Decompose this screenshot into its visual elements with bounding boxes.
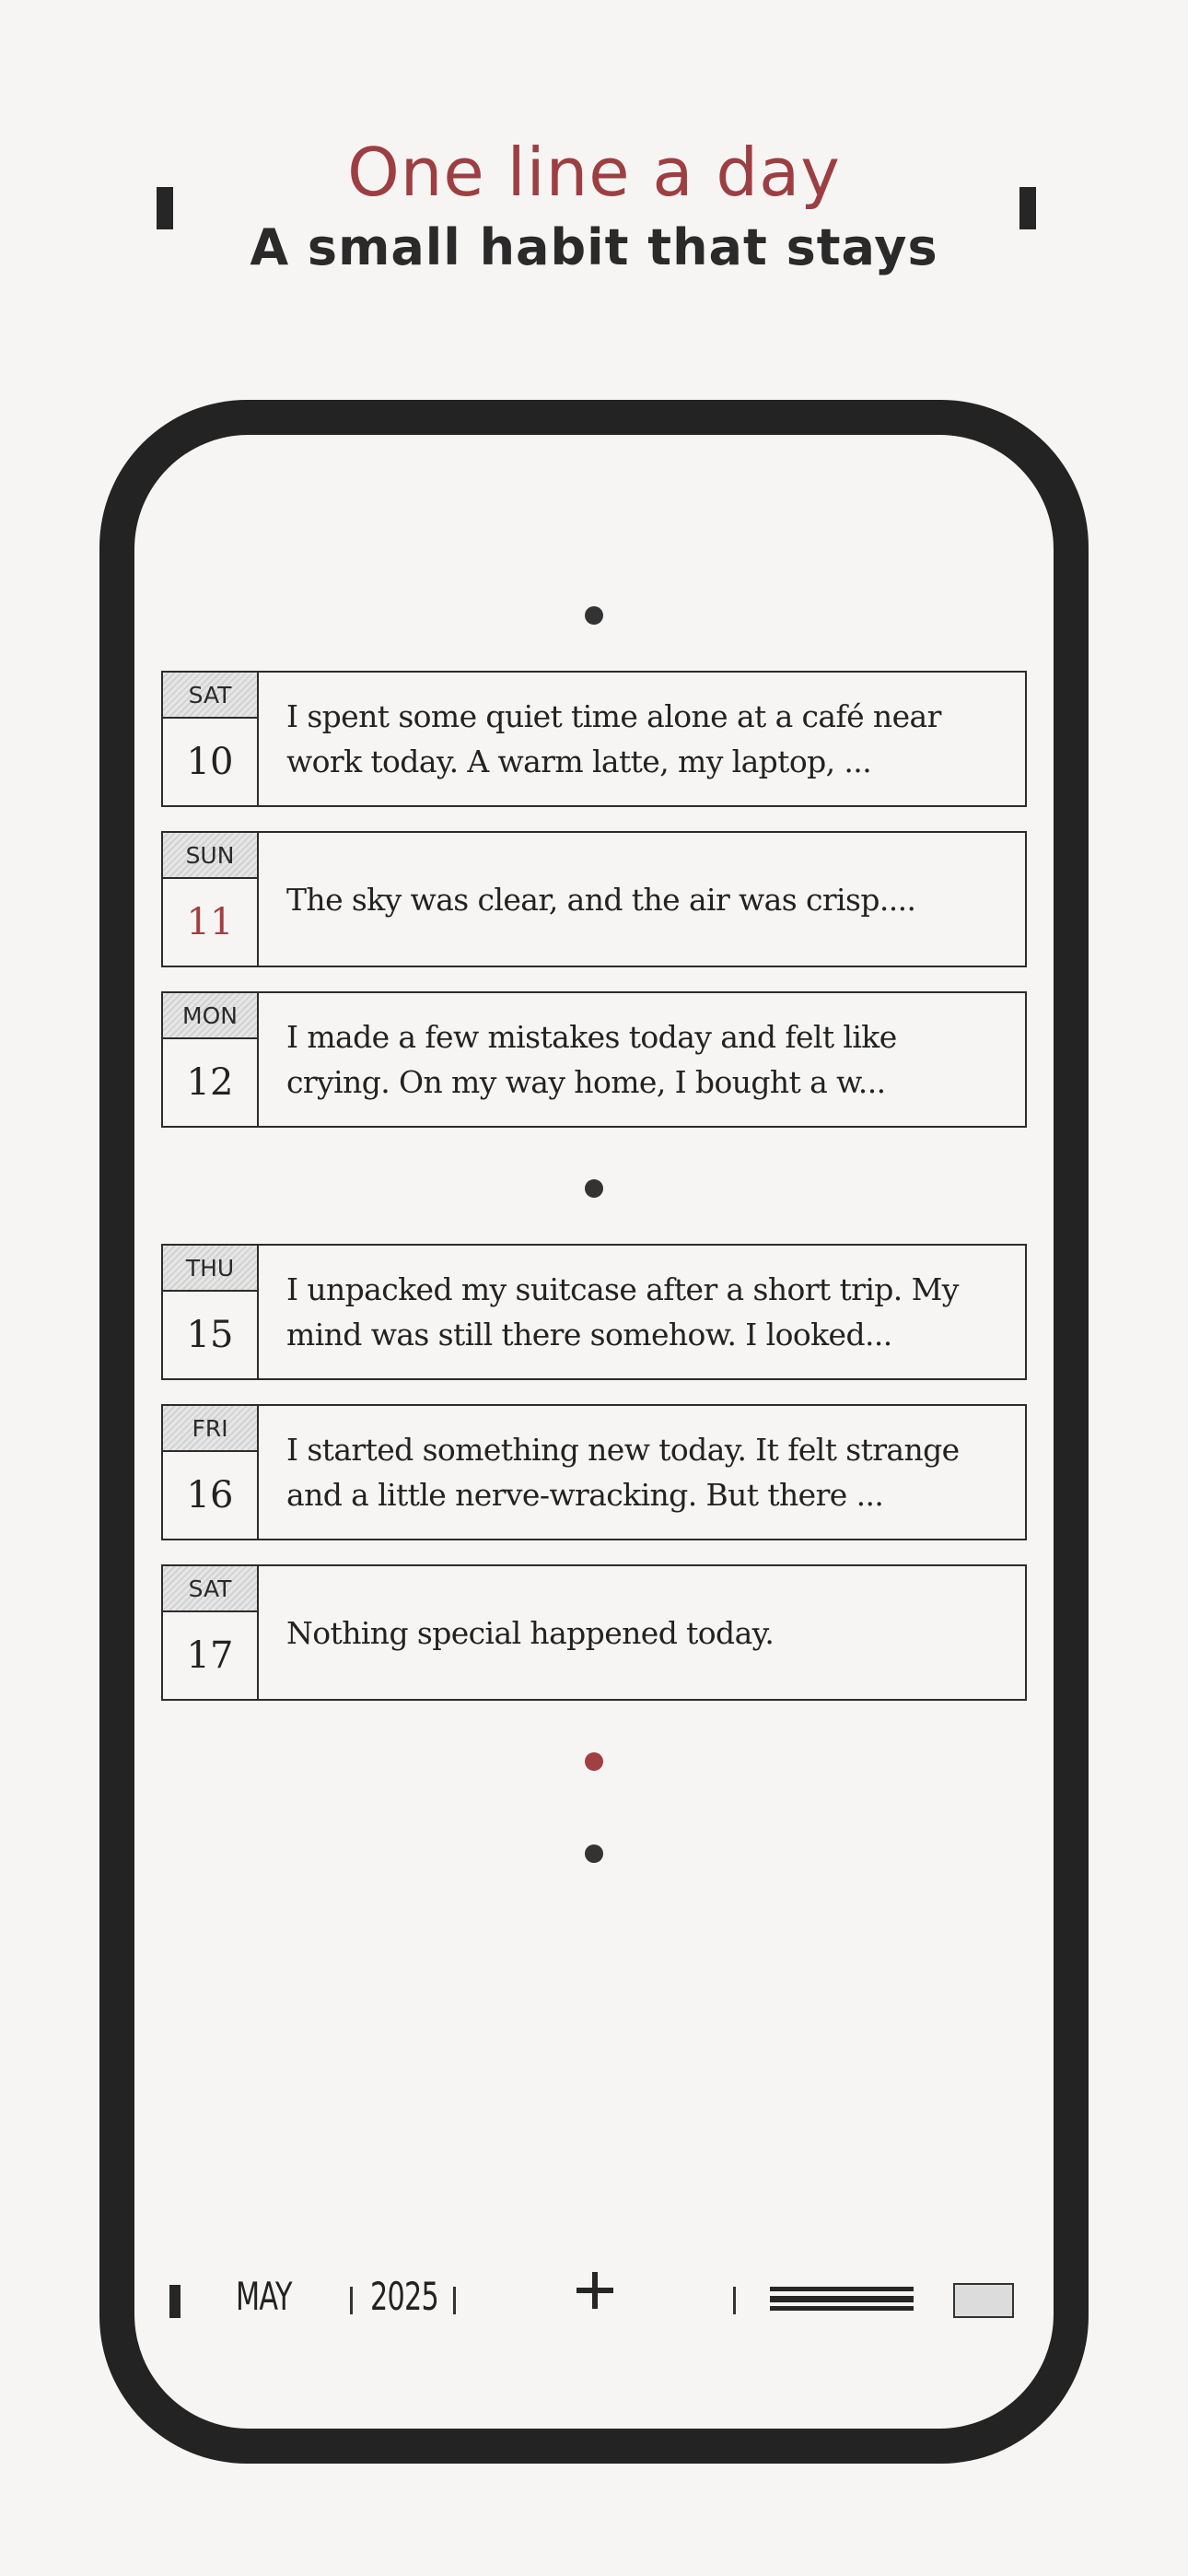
entry-date (163, 993, 259, 1126)
entry-date (163, 1566, 259, 1699)
entry-date (163, 1406, 259, 1539)
week-divider-dot (585, 1179, 603, 1198)
entry-row[interactable] (161, 831, 1027, 967)
entry-date (163, 673, 259, 805)
year-selector[interactable]: 2025 (370, 2274, 439, 2319)
entry-row[interactable] (161, 1244, 1027, 1380)
week-divider-dot (585, 606, 603, 625)
entry-weekday: SAT (163, 1566, 257, 1612)
entry-text: I spent some quiet time alone at a café near work today. A warm latte, my laptop, ... (286, 698, 941, 779)
entry-weekday: SUN (163, 833, 257, 879)
list-view-icon[interactable] (770, 2285, 914, 2313)
entry-date (163, 833, 259, 966)
phone-screen (134, 435, 1054, 2429)
entry-day: 10 (186, 741, 234, 783)
week-divider-dot (585, 1844, 603, 1863)
entry-row[interactable] (161, 1404, 1027, 1540)
entry-weekday: THU (163, 1246, 257, 1292)
entry-date (163, 1246, 259, 1378)
month-selector[interactable]: MAY (236, 2274, 292, 2319)
entry-day: 16 (186, 1474, 234, 1516)
toolbar-separator (453, 2287, 456, 2314)
entry-day: 15 (186, 1314, 234, 1356)
entry-row[interactable] (161, 1564, 1027, 1701)
entry-text: Nothing special happened today. (286, 1614, 775, 1651)
entry-text: I unpacked my suitcase after a short trip. My mind was still there somehow. I looked... (286, 1271, 959, 1352)
entry-weekday: SAT (163, 673, 257, 719)
entry-row[interactable] (161, 991, 1027, 1128)
card-view-icon[interactable] (953, 2283, 1014, 2318)
entry-text: I made a few mistakes today and felt like crying. On my way home, I bought a w... (286, 1019, 897, 1100)
entry-text: I started something new today. It felt strange and a little nerve-wracking. But there ... (286, 1432, 960, 1513)
entry-day: 11 (186, 901, 234, 943)
entry-weekday: MON (163, 993, 257, 1039)
plus-icon[interactable] (573, 2268, 617, 2313)
toolbar-separator (733, 2287, 736, 2314)
entry-day: 17 (186, 1634, 234, 1677)
page-title: One line a day (347, 134, 841, 211)
today-dot (585, 1752, 603, 1771)
phone-frame (99, 400, 1089, 2464)
page-subtitle: A small habit that stays (250, 218, 938, 276)
entry-row[interactable] (161, 671, 1027, 807)
toolbar-separator (350, 2287, 353, 2314)
entry-weekday: FRI (163, 1406, 257, 1452)
entry-day: 12 (186, 1061, 234, 1104)
toolbar-left-mark (169, 2285, 181, 2318)
entry-text: The sky was clear, and the air was crisp.... (286, 881, 916, 918)
